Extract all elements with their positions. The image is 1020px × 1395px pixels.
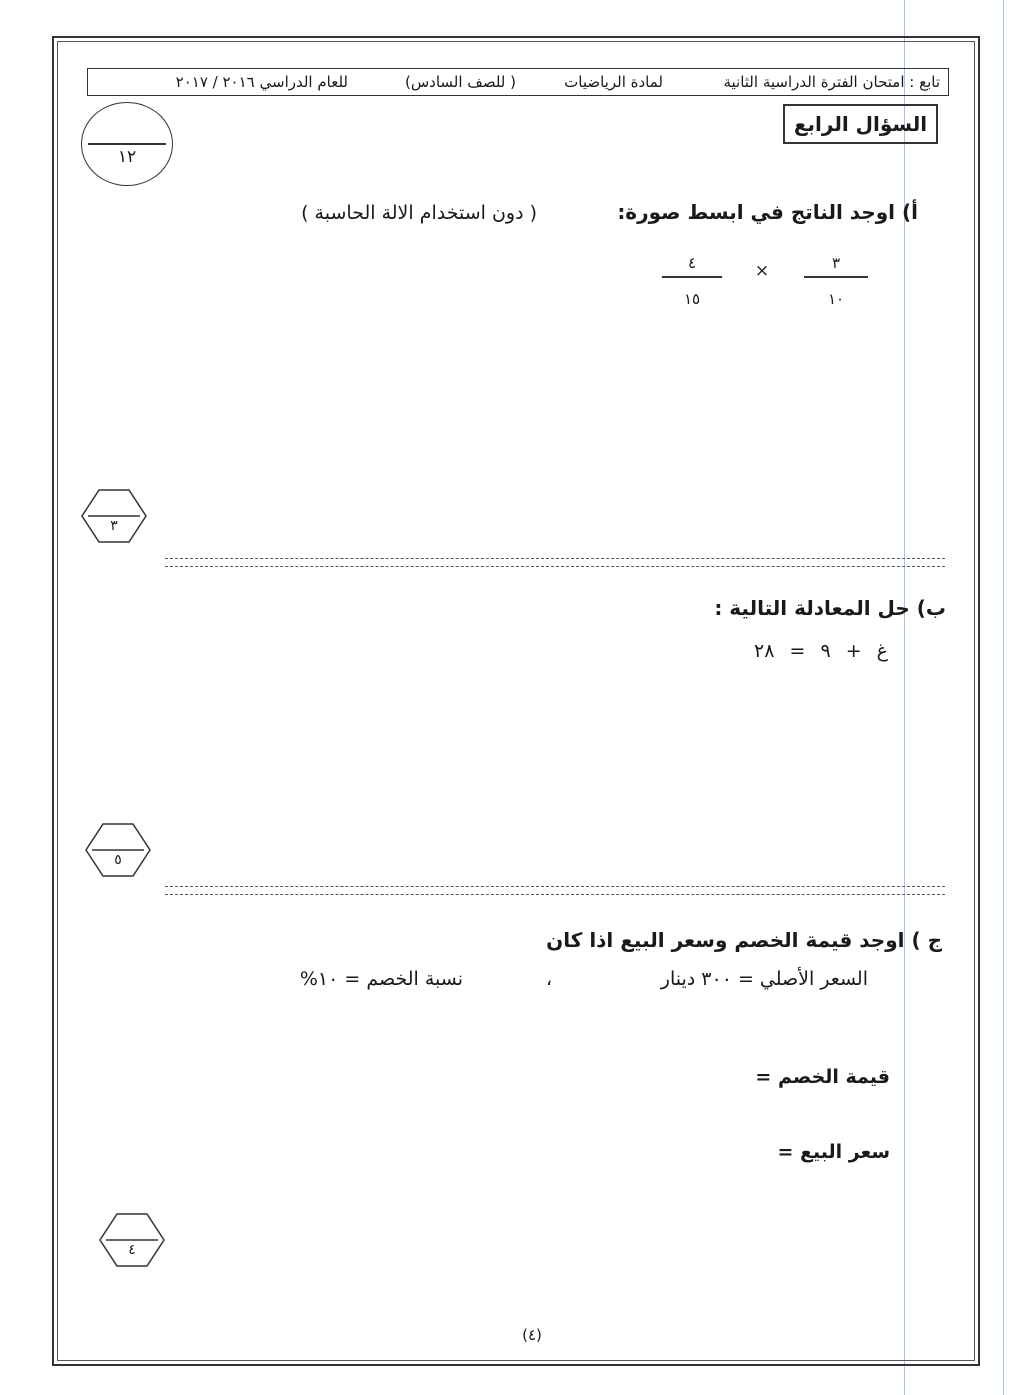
exam-header	[87, 68, 949, 96]
comma-separator: ،	[546, 968, 553, 990]
part-b-equation: غ + ٩ = ٢٨	[754, 640, 888, 662]
part-b-prompt: ب) حل المعادلة التالية :	[714, 596, 946, 620]
part-c-score: ٤	[128, 1242, 136, 1258]
fraction1-numerator: ٣	[831, 254, 841, 272]
part-c-prompt: ج ) اوجد قيمة الخصم وسعر البيع اذا كان	[546, 928, 942, 952]
page-number: (٤)	[522, 1326, 542, 1344]
total-score-circle	[81, 102, 173, 186]
section-separator	[165, 886, 945, 895]
header-grade: ( للصف السادس)	[405, 73, 516, 91]
page-border-inner	[57, 41, 975, 1361]
part-a-score: ٣	[110, 518, 118, 534]
part-b-score-hexagon	[84, 822, 152, 878]
section-separator	[165, 558, 945, 567]
fraction2-numerator: ٤	[687, 254, 697, 272]
part-a-score-hexagon	[80, 488, 148, 544]
header-year: للعام الدراسي ٢٠١٦ / ٢٠١٧	[175, 73, 348, 91]
fraction2-bar	[662, 276, 722, 278]
part-a-prompt: أ) اوجد الناتج في ابسط صورة:	[617, 200, 918, 224]
part-a-note: ( دون استخدام الالة الحاسبة )	[301, 202, 537, 224]
part-c-score-hexagon	[98, 1212, 166, 1268]
part-b-score: ٥	[114, 852, 122, 868]
fraction2-denominator: ١٥	[683, 290, 701, 308]
score-divider	[88, 143, 166, 145]
sale-price-label: سعر البيع =	[777, 1141, 890, 1163]
discount-rate: نسبة الخصم = ١٠%	[299, 968, 463, 990]
header-continuation: تابع : امتحان الفترة الدراسية الثانية	[723, 73, 940, 91]
total-score: ١٢	[117, 147, 137, 167]
header-subject: لمادة الرياضيات	[564, 73, 663, 91]
question-title: السؤال الرابع	[783, 104, 938, 144]
discount-value-label: قيمة الخصم =	[755, 1066, 890, 1088]
fraction1-denominator: ١٠	[827, 290, 845, 308]
multiply-operator: ×	[754, 261, 770, 281]
original-price: السعر الأصلي = ٣٠٠ دينار	[660, 968, 868, 990]
fraction1-bar	[804, 276, 868, 278]
scan-line	[1003, 0, 1004, 1395]
